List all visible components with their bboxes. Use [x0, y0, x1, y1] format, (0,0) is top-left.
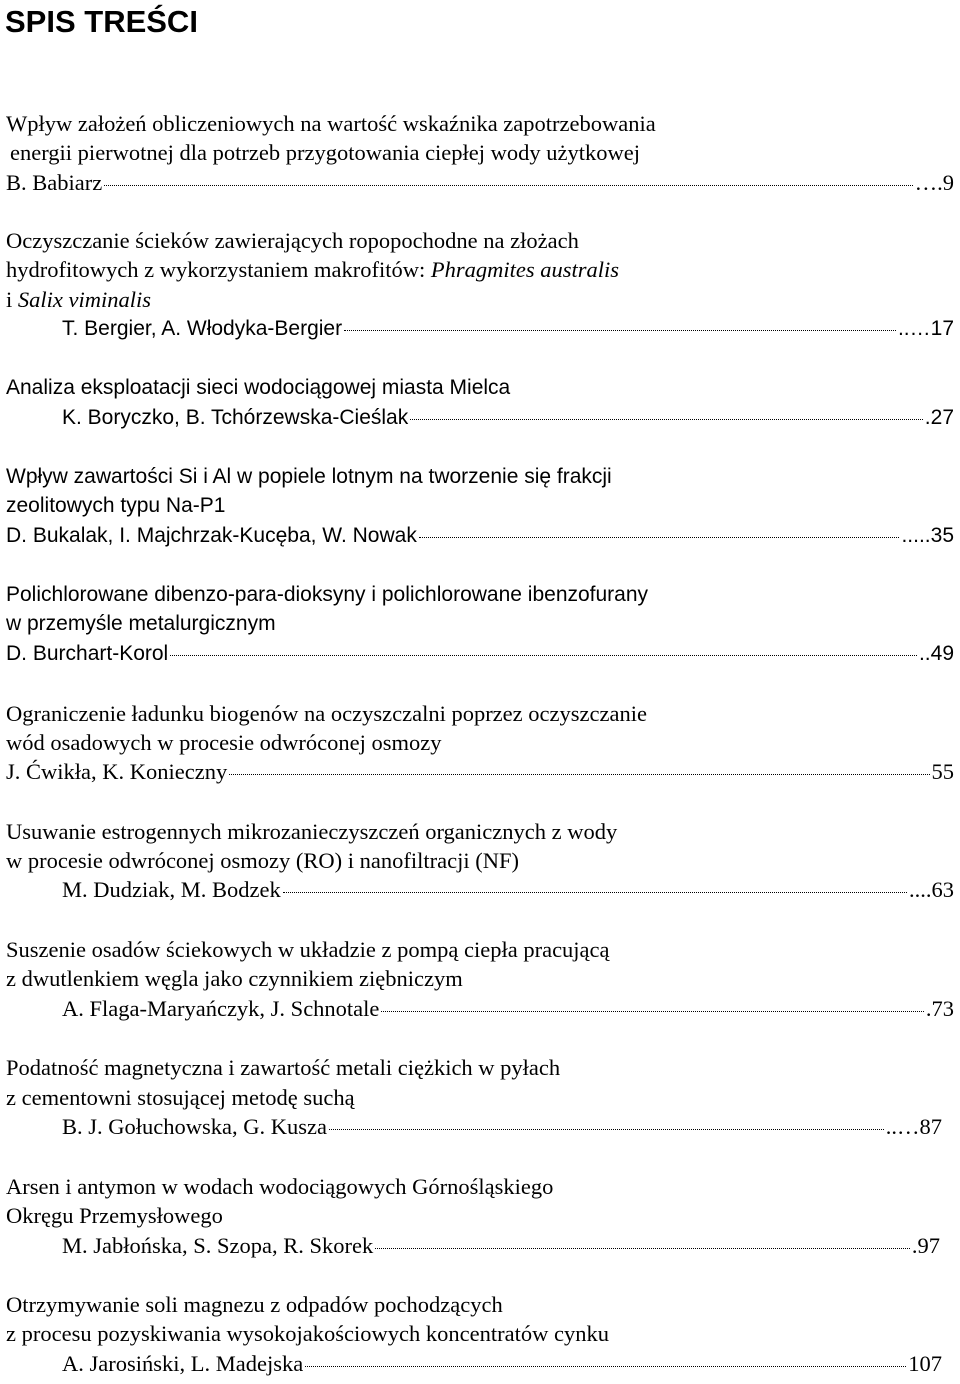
toc-entry-3-authors: K. Boryczko, B. Tchórzewska-Cieślak — [62, 406, 409, 429]
toc-entry-9-page-suffix: ..… — [885, 1114, 920, 1139]
toc-entry-7-page-number: 63 — [931, 877, 954, 902]
dot-leader — [104, 185, 912, 186]
toc-entry-1-title-line-1: Wpływ założeń obliczeniowych na wartość wskaźnika zapotrzebowania — [6, 111, 656, 136]
toc-entry-1-page-suffix: …. — [914, 170, 943, 195]
toc-entry-1-title-line-2: energii pierwotnej dla potrzeb przygotowania ciepłej wody użytkowej — [10, 140, 640, 165]
toc-entry-6-title-line-1: Ograniczenie ładunku biogenów na oczyszczalni poprzez oczyszczanie — [6, 701, 647, 726]
toc-entry-3-page-suffix: . — [924, 406, 931, 429]
toc-entry-10-page-suffix: . — [911, 1233, 918, 1258]
toc-entry-9-authors: B. J. Gołuchowska, G. Kusza — [62, 1114, 327, 1139]
toc-entry-2-page-number: 17 — [930, 317, 954, 340]
toc-entry-2-page-suffix: ..… — [897, 317, 931, 340]
toc-entry-11-authors: A. Jarosiński, L. Madejska — [62, 1351, 304, 1376]
dot-leader — [283, 892, 907, 893]
toc-entry-9-page-number: 87 — [919, 1114, 942, 1139]
toc-entry-3-title-line-1: Analiza eksploatacji sieci wodociągowej miasta Mielca — [6, 376, 511, 399]
toc-entry-10-title-line-1: Arsen i antymon w wodach wodociągowych Górnośląskiego — [6, 1174, 554, 1199]
dot-leader — [170, 655, 917, 656]
toc-entry-2-title-line-2 — [6, 257, 619, 283]
toc-entry-2-author-line[interactable] — [62, 316, 954, 342]
toc-entry-7-page-suffix: .... — [909, 877, 932, 902]
toc-entry-2-title-line-3-text: i — [6, 287, 13, 312]
toc-entry-8-page-number: 73 — [931, 996, 954, 1021]
toc-entry-11-page-number: 107 — [908, 1351, 942, 1376]
toc-entry-1-author-line[interactable] — [6, 170, 954, 196]
toc-entry-5-page-number: 49 — [930, 642, 954, 665]
toc-entry-4-title-line-2: zeolitowych typu Na-P1 — [6, 494, 226, 517]
toc-entry-10-page-number: 97 — [917, 1233, 940, 1258]
toc-entry-4-page-number: 35 — [930, 524, 954, 547]
toc-entry-3-author-line[interactable] — [62, 405, 954, 431]
toc-entry-4-page-suffix: ..... — [901, 524, 931, 547]
toc-entry-2-authors: T. Bergier, A. Włodyka-Bergier — [62, 317, 343, 340]
toc-entry-5-page-suffix: .. — [918, 642, 931, 665]
toc-entry-7-author-line[interactable] — [62, 877, 954, 903]
toc-entry-9-author-line[interactable] — [62, 1114, 942, 1140]
toc-entry-6-page-number: 55 — [931, 759, 954, 784]
toc-entry-10-author-line[interactable] — [62, 1233, 940, 1259]
toc-entry-4-author-line[interactable] — [6, 523, 954, 549]
toc-entry-11-author-line[interactable] — [62, 1351, 942, 1377]
toc-entry-10-authors: M. Jabłońska, S. Szopa, R. Skorek — [62, 1233, 374, 1258]
toc-entry-6-title-line-2: wód osadowych w procesie odwróconej osmozy — [6, 730, 442, 755]
toc-entry-5-title-line-2: w przemyśle metalurgicznym — [6, 612, 276, 635]
dot-leader — [375, 1248, 910, 1249]
toc-entry-6-author-line[interactable] — [6, 759, 954, 785]
dot-leader — [410, 419, 923, 420]
dot-leader — [344, 330, 896, 331]
toc-entry-11-title-line-2: z procesu pozyskiwania wysokojakościowych koncentratów cynku — [6, 1321, 609, 1346]
toc-entry-5-title-line-1: Polichlorowane dibenzo-para-dioksyny i polichlorowane ibenzofurany — [6, 583, 649, 606]
toc-entry-4-authors: D. Bukalak, I. Majchrzak-Kucęba, W. Nowak — [6, 524, 417, 547]
toc-entry-11-title-line-1: Otrzymywanie soli magnezu z odpadów pochodzących — [6, 1292, 503, 1317]
toc-entry-8-title-line-1: Suszenie osadów ściekowych w układzie z pompą ciepła pracującą — [6, 937, 610, 962]
toc-entry-1-page-number: 9 — [942, 170, 954, 195]
toc-entry-2-species-1: Phragmites australis — [430, 257, 620, 282]
toc-entry-1-authors: B. Babiarz — [6, 170, 103, 195]
toc-entry-9-title-line-2: z cementowni stosującej metodę suchą — [6, 1085, 355, 1110]
toc-entry-8-title-line-2: z dwutlenkiem węgla jako czynnikiem ziębniczym — [6, 966, 463, 991]
toc-entry-8-author-line[interactable] — [62, 996, 954, 1022]
toc-entry-2-title-line-2-text: hydrofitowych z wykorzystaniem makrofitów: — [6, 257, 426, 282]
toc-entry-2-species-2: Salix viminalis — [17, 287, 152, 312]
dot-leader — [305, 1366, 906, 1367]
dot-leader — [419, 537, 900, 538]
page-title: SPIS TREŚCI — [5, 4, 198, 39]
toc-entry-2-title-line-3 — [6, 287, 151, 313]
toc-entry-9-title-line-1: Podatność magnetyczna i zawartość metali ciężkich w pyłach — [6, 1055, 561, 1080]
dot-leader — [381, 1011, 923, 1012]
toc-entry-7-title-line-1: Usuwanie estrogennych mikrozanieczyszczeń organicznych z wody — [6, 819, 618, 844]
toc-entry-3-page-number: 27 — [930, 406, 954, 429]
toc-entry-4-title-line-1: Wpływ zawartości Si i Al w popiele lotnym na tworzenie się frakcji — [6, 465, 612, 488]
toc-entry-8-authors: A. Flaga-Maryańczyk, J. Schnotale — [62, 996, 380, 1021]
toc-entry-5-author-line[interactable] — [6, 641, 954, 667]
toc-entry-5-authors: D. Burchart-Korol — [6, 642, 169, 665]
toc-entry-7-authors: M. Dudziak, M. Bodzek — [62, 877, 281, 902]
toc-entry-6-authors: J. Ćwikła, K. Konieczny — [6, 759, 228, 784]
toc-entry-10-title-line-2: Okręgu Przemysłowego — [6, 1203, 223, 1228]
dot-leader — [329, 1129, 884, 1130]
toc-entry-2-title-line-1: Oczyszczanie ścieków zawierających ropopochodne na złożach — [6, 228, 579, 253]
toc-entry-8-page-suffix: . — [925, 996, 932, 1021]
dot-leader — [229, 774, 929, 775]
toc-entry-7-title-line-2: w procesie odwróconej osmozy (RO) i nanofiltracji (NF) — [6, 848, 519, 873]
